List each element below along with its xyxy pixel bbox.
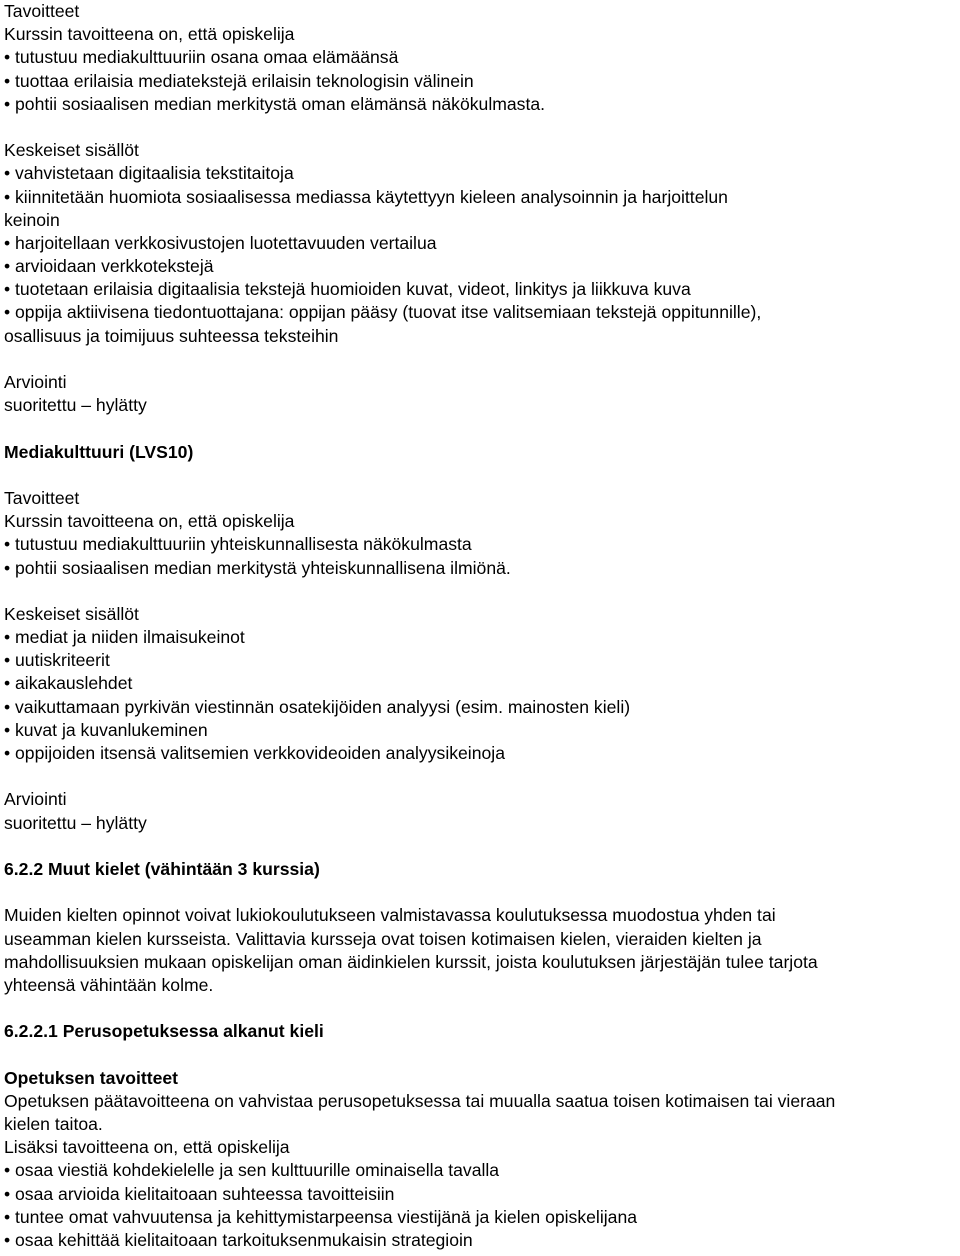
list-item: • pohtii sosiaalisen median merkitystä yhteiskunnallisena ilmiönä. <box>4 557 960 580</box>
course-title: Mediakulttuuri (LVS10) <box>4 441 194 462</box>
goals-intro: Kurssin tavoitteena on, että opiskelija <box>4 24 295 45</box>
section-title: 6.2.2 Muut kielet (vähintään 3 kurssia) <box>4 858 320 879</box>
goals-heading: Tavoitteet <box>4 1 80 21</box>
assessment-value: suoritettu – hylätty <box>4 812 147 833</box>
list-item: • osaa arvioida kielitaitoaan suhteessa tavoitteisiin <box>4 1183 960 1206</box>
paragraph-line: Muiden kielten opinnot voivat lukiokoulutukseen valmistavassa koulutuksessa muodostua yhden tai <box>4 905 776 926</box>
list-item: • pohtii sosiaalisen median merkitystä oman elämänsä näkökulmasta. <box>4 93 960 116</box>
section-3 <box>4 858 960 1020</box>
list-item: • osaa viestiä kohdekielelle ja sen kulttuurille ominaisella tavalla <box>4 1159 960 1182</box>
paragraph-line: Opetuksen päätavoitteena on vahvistaa perusopetuksessa tai muualla saatua toisen kotimaisen tai vieraan <box>4 1090 836 1111</box>
goals-heading: Opetuksen tavoitteet <box>4 1067 179 1088</box>
paragraph-line: useamman kielen kursseista. Valittavia kursseja ovat toisen kotimaisen kielen, vieraiden kielten ja <box>4 928 762 949</box>
document-page <box>4 0 960 1252</box>
list-item: • tuottaa erilaisia mediatekstejä erilaisin teknologisin välinein <box>4 70 960 93</box>
section-1 <box>4 0 960 441</box>
content-heading: Keskeiset sisällöt <box>4 140 139 161</box>
goals-intro: Lisäksi tavoitteena on, että opiskelija <box>4 1137 290 1158</box>
list-item: • mediat ja niiden ilmaisukeinot <box>4 626 960 649</box>
list-item: • kiinnitetään huomiota sosiaalisessa mediassa käytettyyn kieleen analysoinnin ja harjoittelun <box>4 186 960 209</box>
list-item: • tuotetaan erilaisia digitaalisia tekstejä huomioiden kuvat, videot, linkitys ja liikkuva kuva <box>4 278 960 301</box>
paragraph-line: mahdollisuuksien mukaan opiskelijan oman äidinkielen kurssit, joista koulutuksen järjestäjän tulee tarjota <box>4 951 818 972</box>
goals-intro: Kurssin tavoitteena on, että opiskelija <box>4 511 295 532</box>
list-item: • tuntee omat vahvuutensa ja kehittymistarpeensa viestijänä ja kielen opiskelijana <box>4 1206 960 1229</box>
assessment-heading: Arviointi <box>4 789 67 810</box>
assessment-value: suoritettu – hylätty <box>4 395 147 416</box>
paragraph-line: yhteensä vähintään kolme. <box>4 974 214 995</box>
paragraph-line: kielen taitoa. <box>4 1114 103 1134</box>
section-4 <box>4 1020 960 1252</box>
list-item: • arvioidaan verkkotekstejä <box>4 255 960 278</box>
list-item: • tutustuu mediakulttuuriin yhteiskunnallisesta näkökulmasta <box>4 533 960 556</box>
list-item: • aikakauslehdet <box>4 672 960 695</box>
list-item-continuation: keinoin <box>4 209 60 230</box>
list-item: • uutiskriteerit <box>4 649 960 672</box>
list-item: • vahvistetaan digitaalisia tekstitaitoja <box>4 162 960 185</box>
section-2 <box>4 441 960 858</box>
section-title: 6.2.2.1 Perusopetuksessa alkanut kieli <box>4 1021 324 1042</box>
list-item: • harjoitellaan verkkosivustojen luotettavuuden vertailua <box>4 232 960 255</box>
list-item: • tutustuu mediakulttuuriin osana omaa elämäänsä <box>4 46 960 69</box>
list-item-continuation: osallisuus ja toimijuus suhteessa teksteihin <box>4 325 339 346</box>
goals-heading: Tavoitteet <box>4 487 80 508</box>
list-item: • oppijoiden itsensä valitsemien verkkovideoiden analyysikeinoja <box>4 742 960 765</box>
content-heading: Keskeiset sisällöt <box>4 603 139 624</box>
list-item: • vaikuttamaan pyrkivän viestinnän osatekijöiden analyysi (esim. mainosten kieli) <box>4 696 960 719</box>
list-item: • osaa kehittää kielitaitoaan tarkoituksenmukaisin strategioin <box>4 1229 960 1252</box>
assessment-heading: Arviointi <box>4 372 67 392</box>
list-item: • kuvat ja kuvanlukeminen <box>4 719 960 742</box>
list-item: • oppija aktiivisena tiedontuottajana: oppijan pääsy (tuovat itse valitsemiaan tekstejä oppitunnille), <box>4 301 960 324</box>
